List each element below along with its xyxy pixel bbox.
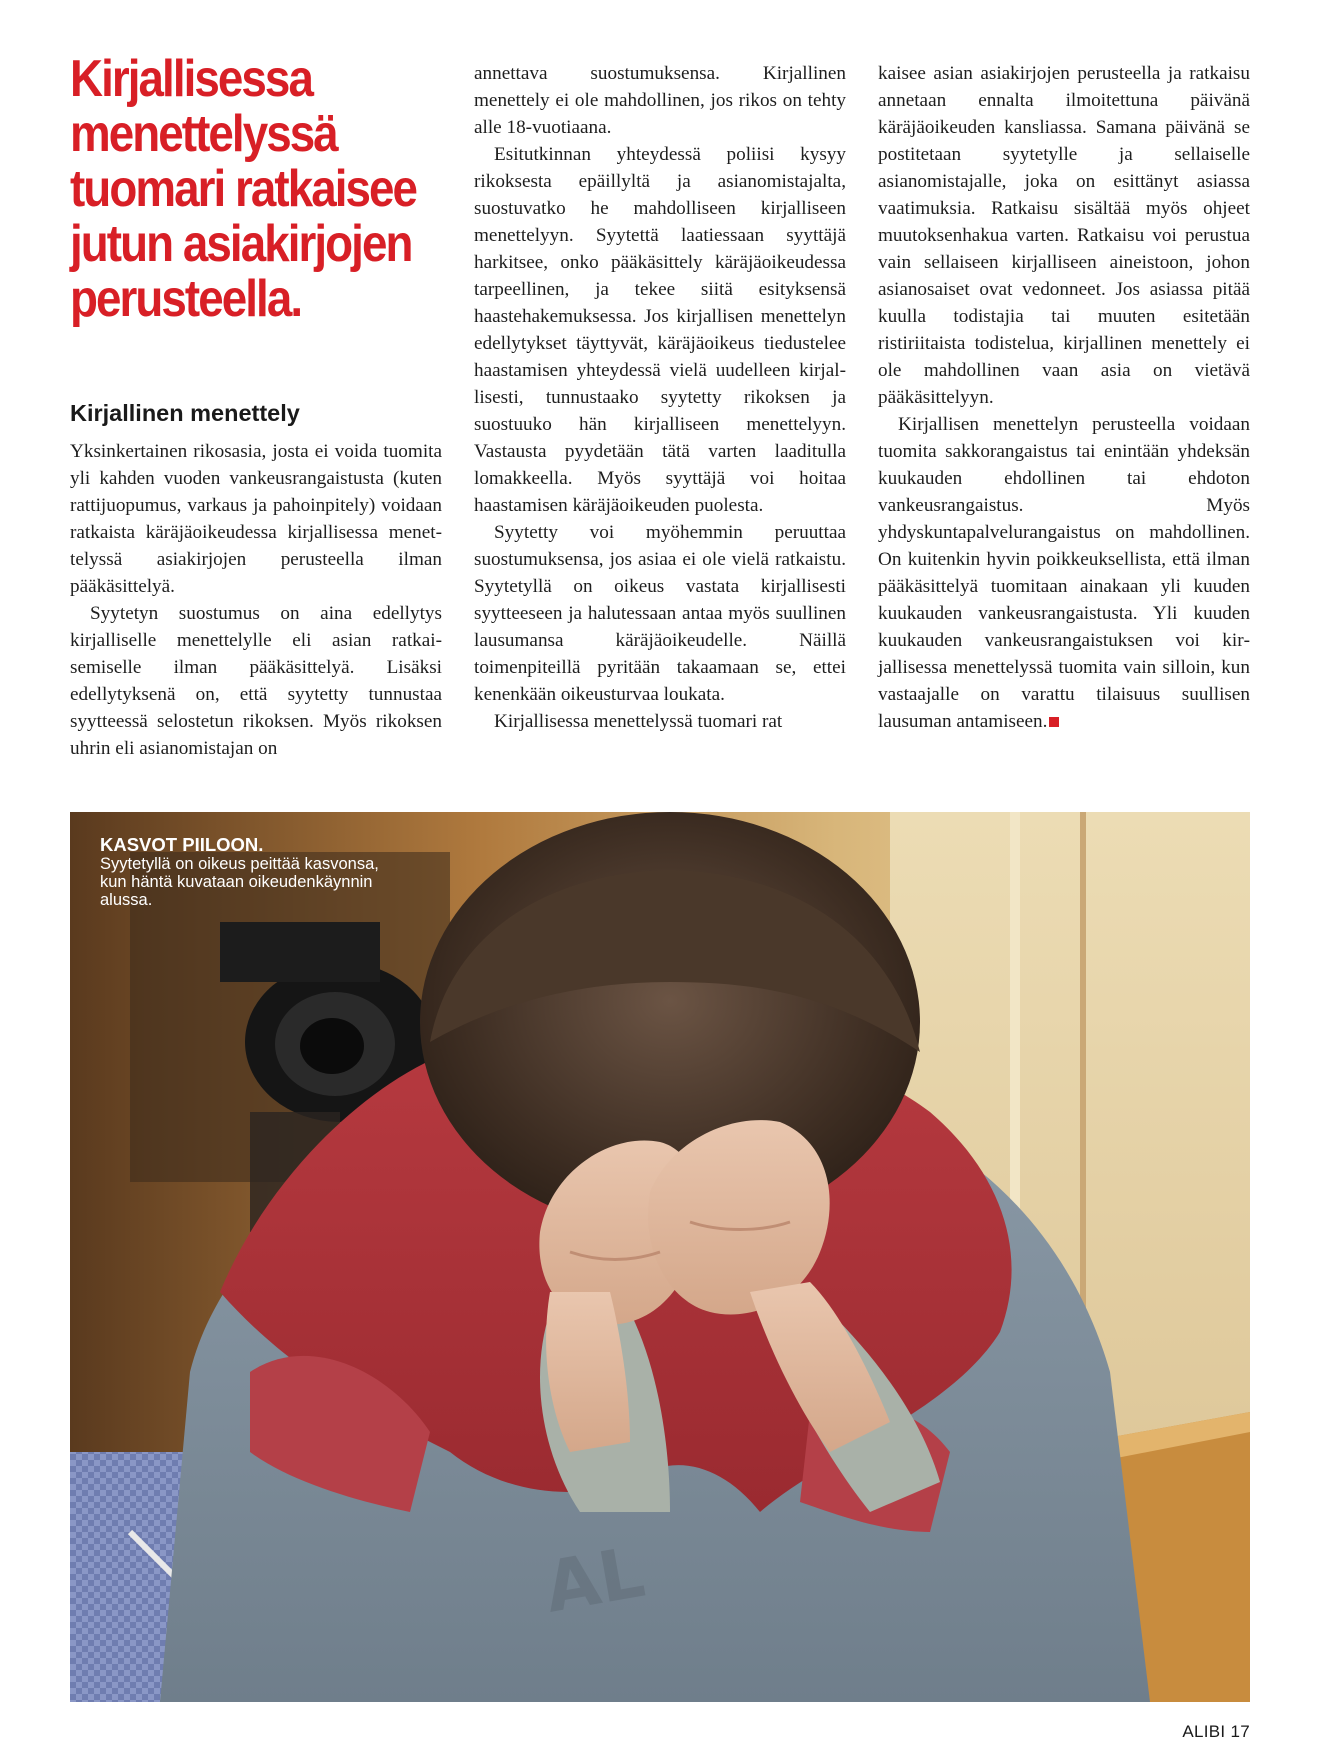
paragraph: Esitutkinnan yhteydessä poliisi kysyy rikoksesta epäillyltä ja asianomistajalta, suostuvatko he mahdolliseen kirjalliseen menettelyyn. Syytettä laatiessaan syyttäjä harkitsee, onko pääkäsittely käräjäoikeudessa tarpeellinen, ja tekee siitä esityksensä haastehakemuksessa. Jos kirjallisen menettelyn edellytykset täyttyvät, käräjäoikeus tiedustelee haastamisen yhteydessä vielä uudelleen kirjallisesti, tunnustaako syytetty rikoksen ja suostuuko hän kirjalliseen menettelyyn. Vastausta pyydetään tätä varten laaditulla lomakkeella. Myös syyttäjä voi hoitaa haastamisen käräjäoikeuden puolesta. xyxy=(474,144,846,516)
photo-caption xyxy=(100,836,400,909)
defendant-covering-face-illustration xyxy=(70,812,1250,1702)
paragraph: kaisee asian asiakirjojen perusteella ja ratkaisu annetaan ennalta ilmoitettuna päivänä käräjäoikeuden kansliassa. Samana päivänä se postitetaan syytetylle ja sellaiselle asianomistajalle, joka on esittänyt asiassa vaatimuksia. Ratkaisu sisältää myös ohjeet muutoksenhakua varten. Ratkaisu voi perustua vain sellaiseen kirjalliseen aineistoon, johon asianosaiset ovat vedonneet. Jos asiassa pitää kuulla todistajia tai muuten esitetään ristiriitaista todistelua, kirjallinen menettely ei ole mahdollinen vaan asia on vietävä pääkäsittelyyn. xyxy=(878,63,1250,408)
paragraph-last xyxy=(878,411,1250,735)
text-column-1 xyxy=(70,438,442,762)
article-photo xyxy=(70,812,1250,1702)
paragraph: annettava suostumuksensa. Kirjallinen menettely ei ole mahdollinen, jos rikos on tehty alle 18-vuotiaana. xyxy=(474,63,846,138)
section-subheading: Kirjallinen menettely xyxy=(70,400,300,426)
caption-title: KASVOT PIILOON. xyxy=(100,834,264,855)
paragraph: Syytetty voi myöhemmin peruuttaa suostumuksensa, jos asiaa ei ole vielä ratkaistu. Syytetyllä on oikeus vastata kirjallisesti syytteeseen ja halutessaan antaa myös suullinen lausumansa käräjäoikeudelle. Näillä toimenpiteillä pyritään takaamaan se, ettei kenenkään oikeusturvaa loukata. xyxy=(474,522,846,705)
caption-text: Syytetyllä on oikeus peittää kasvonsa, kun häntä kuvataan oikeudenkäynnin alussa. xyxy=(100,855,379,909)
page-folio: ALIBI 17 xyxy=(1182,1722,1250,1741)
end-of-article-square-icon xyxy=(1049,717,1059,727)
text-column-2 xyxy=(474,60,846,735)
paragraph-text: Kirjallisen menettelyn perusteella voidaan tuomita sakkorangaistus tai enintään yhdeksän kuukauden ehdollinen tai ehdoton vankeusrangaistus. Myös yhdyskuntapalvelurangaistus on mahdollinen. On kuitenkin hyvin poikkeuksellista, että ilman pääkäsittelyä tuomitaan ainakaan yli kuuden kuukauden vankeusrangaistusta. Yli kuuden kuukauden vankeusrangaistuksen voi kirjallisessa menettelyssä tuomita vain silloin, kun vastaajalle on varattu tilaisuus suullisen lausuman antamiseen. xyxy=(878,414,1250,732)
paragraph: Kirjallisessa menettelyssä tuomari rat xyxy=(494,711,783,732)
paragraph: Yksinkertainen rikosasia, josta ei voida tuomita yli kahden vuoden vankeusrangaistusta (kuten rattijuopumus, varkaus ja pahoinpitely) voidaan ratkaista käräjäoikeudessa kirjallisessa menettelyssä asiakirjojen perusteella ilman pääkäsittelyä. xyxy=(70,441,442,597)
svg-text:AL: AL xyxy=(538,1530,651,1629)
text-column-3 xyxy=(878,60,1250,735)
paragraph: Syytetyn suostumus on aina edellytys kirjalliselle menettelylle eli asian ratkaisemiselle ilman pääkäsittelyä. Lisäksi edellytyksenä on, että syytetty tunnustaa syytteessä selostetun rikoksen. Myös rikoksen uhrin eli asianomistajan on xyxy=(70,603,442,759)
article-headline: Kirjallisessa menettelyssä tuomari ratkaisee jutun asiakirjojen perusteella. xyxy=(70,50,417,328)
